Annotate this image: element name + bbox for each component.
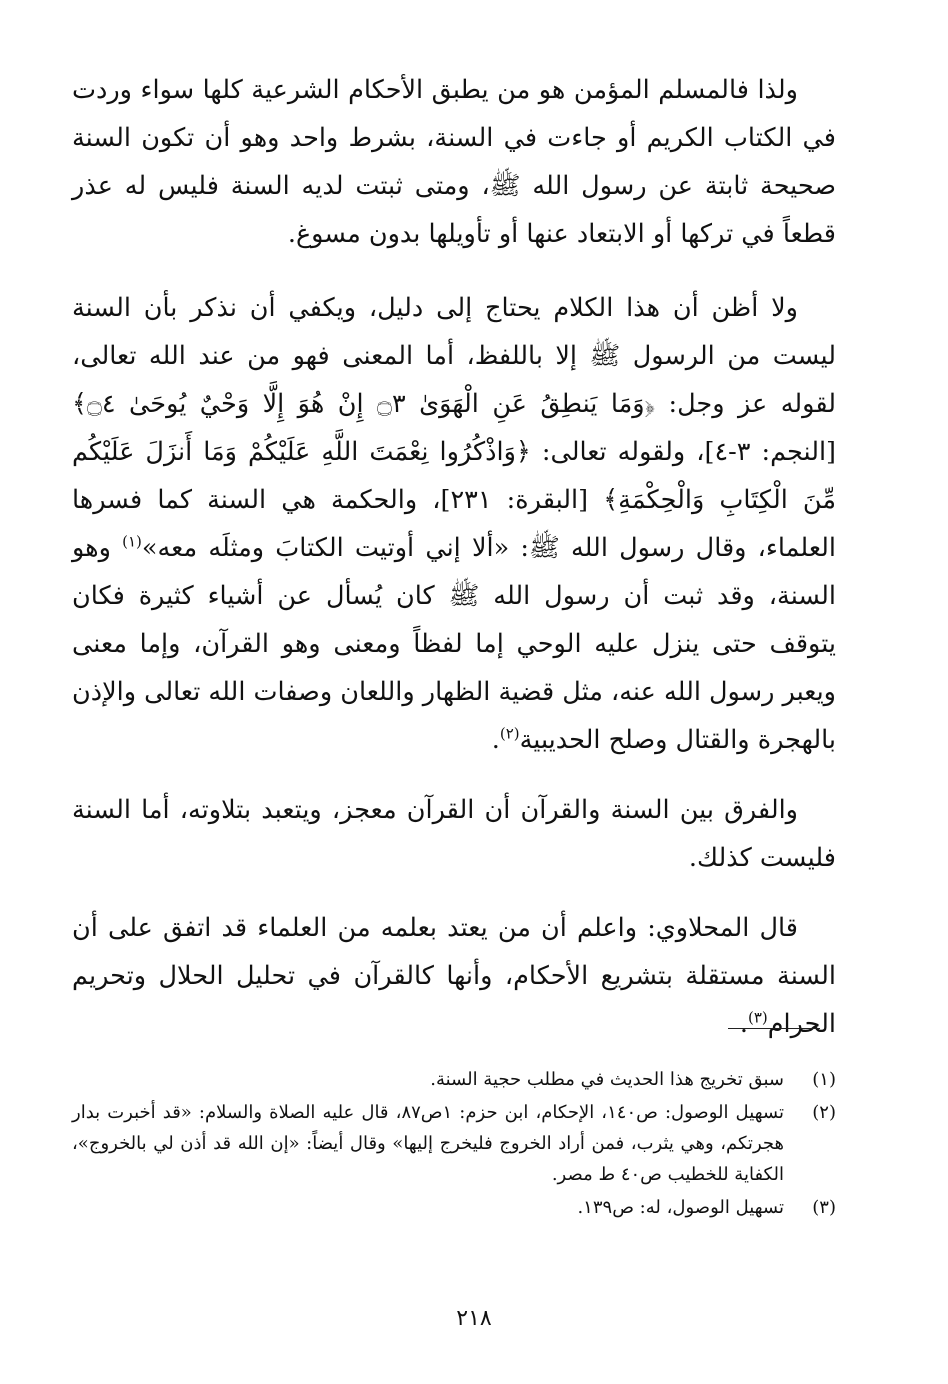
footnote-3-text: تسهيل الوصول، له: ص١٣٩. — [577, 1197, 784, 1218]
page-number: ٢١٨ — [456, 1306, 492, 1331]
footnote-ref-1[interactable]: (١) — [122, 532, 142, 551]
footnote-1-number: (١) — [812, 1069, 836, 1090]
paragraph-2-text: ولا أظن أن هذا الكلام يحتاج إلى دليل، ويكفي أن نذكر بأن السنة ليست من الرسول ﷺ إلا باللفظ، أما المعنى فهو من عند الله تعالى، لقوله عز وجل: ﴿وَمَا يَنطِقُ عَنِ الْهَوَىٰ ۝٣ إِنْ هُوَ إِلَّا وَحْيٌ يُوحَىٰ ۝٤﴾ [النجم: ٣-٤]، ولقوله تعالى: ﴿وَاذْكُرُوا نِعْمَتَ اللَّهِ عَلَيْكُمْ وَمَا أَنزَلَ عَلَيْكُم مِّنَ الْكِتَابِ وَالْحِكْمَةِ﴾ [البقرة: ٢٣١]، والحكمة هي السنة كما فسرها العلماء، وقال رسول الله ﷺ: «ألا إني أوتيت الكتابَ ومثلَه معه» — [72, 293, 836, 563]
page-body — [72, 66, 836, 1070]
paragraph-1-text: ولذا فالمسلم المؤمن هو من يطبق الأحكام الشرعية كلها سواء وردت في الكتاب الكريم أو جاءت في السنة، بشرط واحد وهو أن تكون السنة صحيحة ثابتة عن رسول الله ﷺ، ومتى ثبتت لديه السنة فليس له عذر قطعاً في تركها أو الابتعاد عنها أو تأويلها بدون مسوغ. — [72, 75, 836, 249]
footnote-ref-3[interactable]: (٣) — [747, 1008, 768, 1027]
footnote-2 — [72, 1097, 836, 1190]
footnote-3-number: (٣) — [812, 1197, 836, 1218]
footnote-2-number: (٢) — [812, 1102, 836, 1123]
footnote-ref-2[interactable]: (٢) — [499, 724, 520, 743]
footnote-1 — [72, 1064, 836, 1095]
footnotes — [72, 1064, 836, 1225]
paragraph-2-end: . — [491, 725, 500, 755]
paragraph-2 — [72, 284, 836, 764]
footnote-separator — [728, 1028, 820, 1029]
paragraph-2-text-cont: وهو السنة، وقد ثبت أن رسول الله ﷺ كان يُسأل عن أشياء كثيرة فكان يتوقف حتى ينزل عليه الوحي إما لفظاً ومعنى وهو القرآن، وإما معنى ويعبر رسول الله عنه، مثل قضية الظهار واللعان وصفات الله تعالى والإذن بالهجرة والقتال وصلح الحديبية — [72, 533, 836, 755]
paragraph-4-text: قال المحلاوي: واعلم أن من يعتد بعلمه من العلماء قد اتفق على أن السنة مستقلة بتشريع الأحكام، وأنها كالقرآن في تحليل الحلال وتحريم الحرام — [72, 913, 836, 1039]
footnote-1-text: سبق تخريج هذا الحديث في مطلب حجية السنة. — [430, 1069, 784, 1090]
footnote-2-text: تسهيل الوصول: ص١٤٠، الإحكام، ابن حزم: ١ص٨٧، قال عليه الصلاة والسلام: «قد أخبرت بدار هجرتكم، وهي يثرب، فمن أراد الخروج فليخرج إليها» وقال أيضاً: «إن الله قد أذن لي بالخروج»، الكفاية للخطيب ص٤٠ ط مصر. — [72, 1102, 784, 1185]
paragraph-3-text: والفرق بين السنة والقرآن أن القرآن معجز، ويتعبد بتلاوته، أما السنة فليست كذلك. — [72, 795, 836, 873]
footnote-3 — [72, 1192, 836, 1223]
paragraph-4-end: . — [739, 1009, 748, 1039]
paragraph-4 — [72, 904, 836, 1048]
paragraph-3 — [72, 786, 836, 882]
paragraph-1 — [72, 66, 836, 258]
